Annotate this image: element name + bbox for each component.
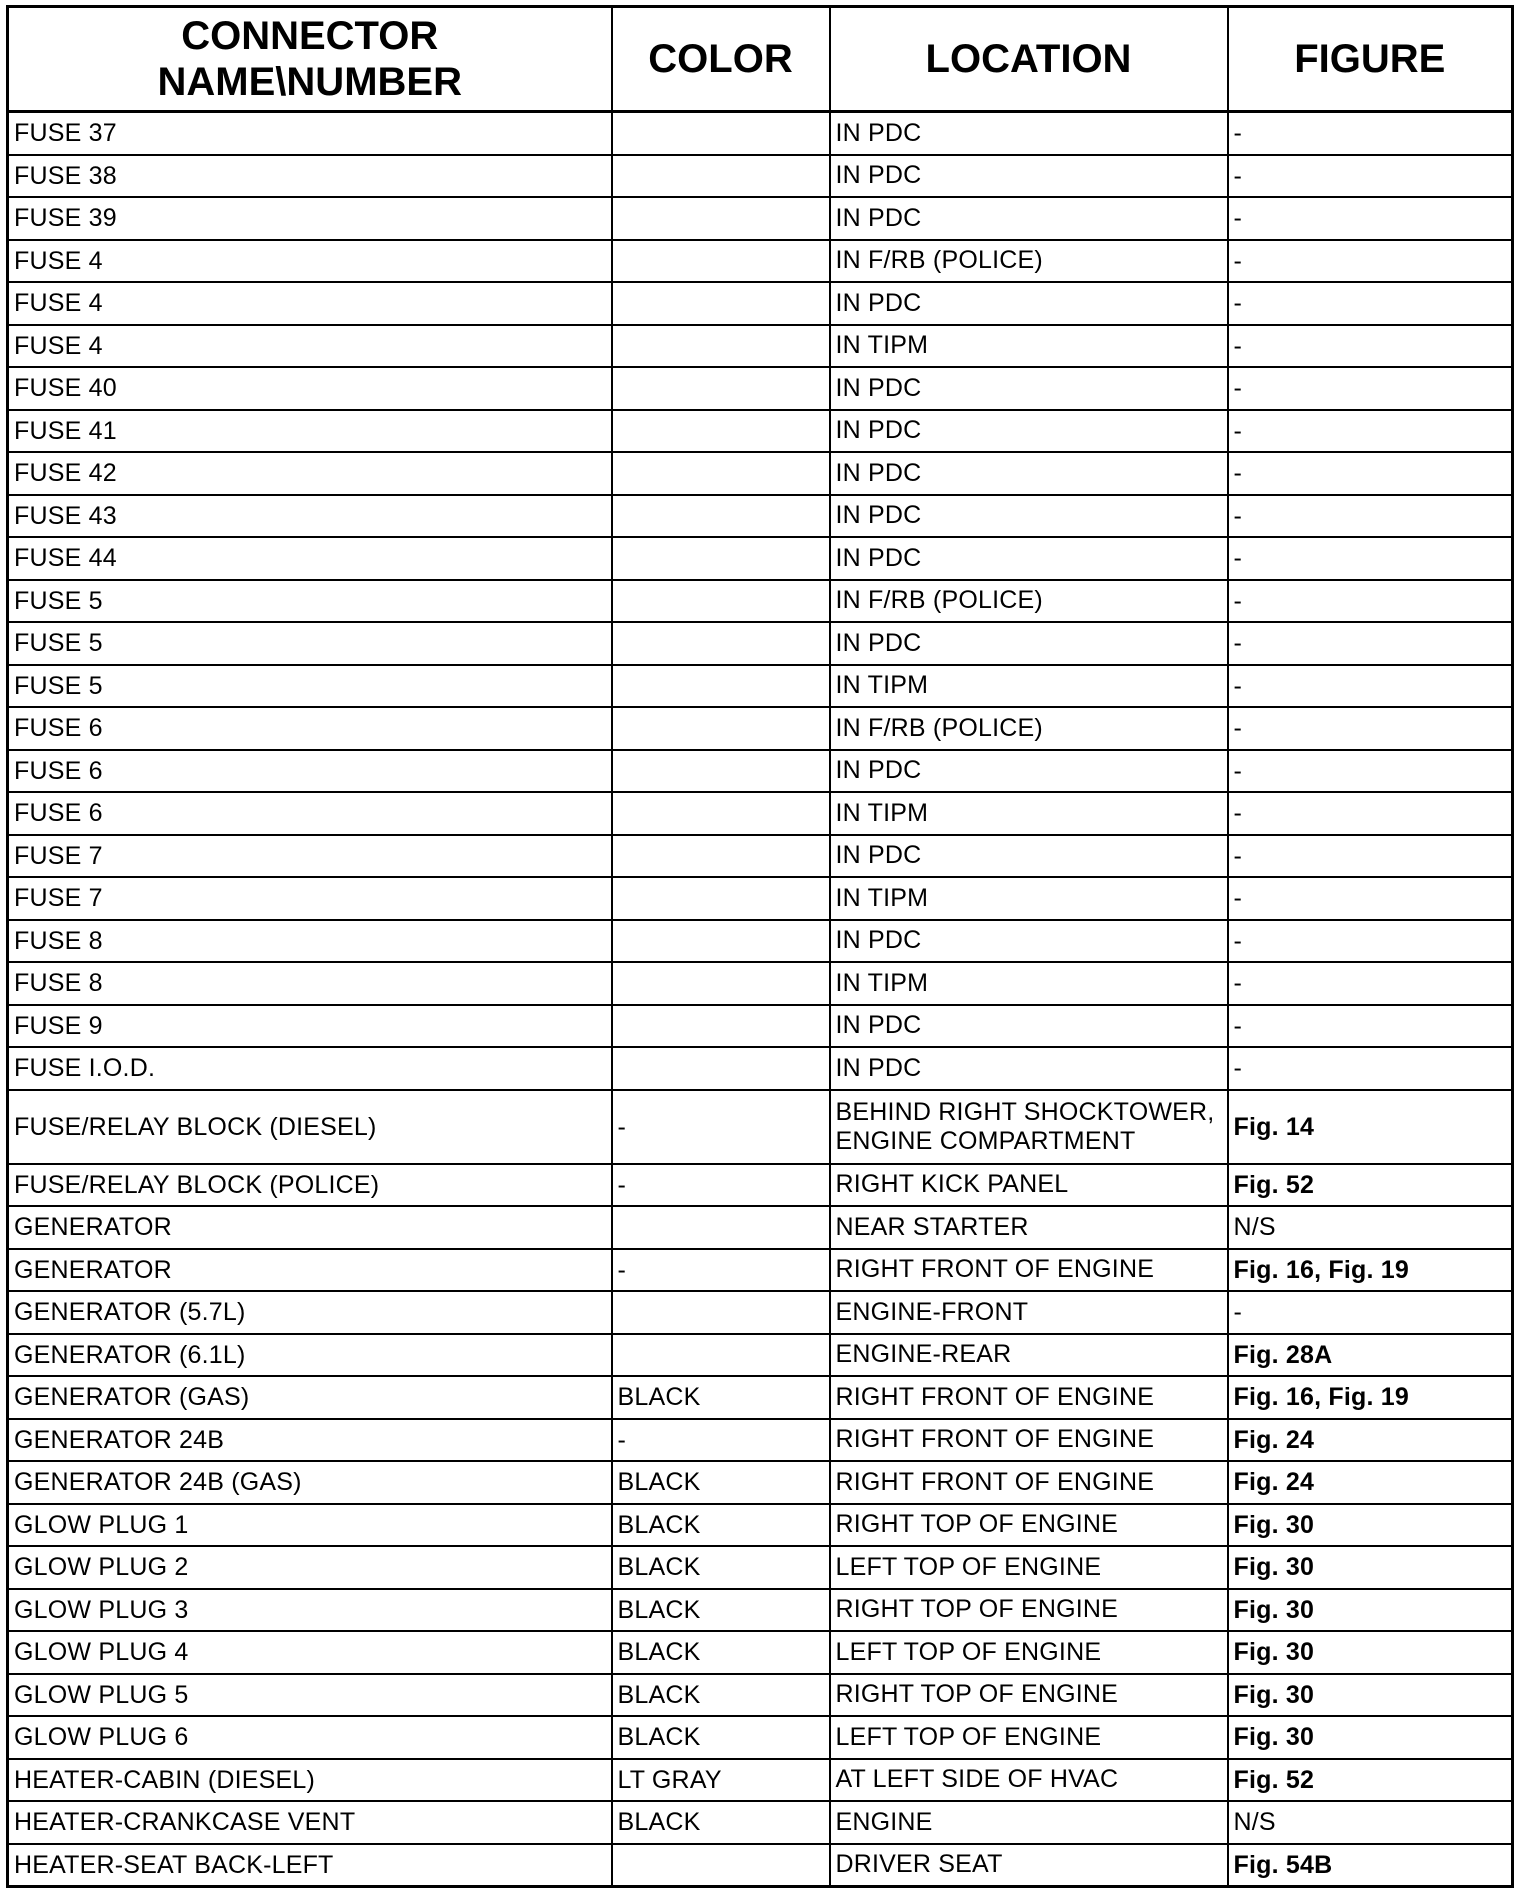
location-cell xyxy=(830,197,1228,240)
color-cell xyxy=(612,1844,830,1887)
figure-cell: - xyxy=(1228,537,1513,580)
connector-name-cell: FUSE 43 xyxy=(8,495,612,538)
location-cell xyxy=(830,1631,1228,1674)
connector-name-cell: FUSE 39 xyxy=(8,197,612,240)
table-row xyxy=(8,707,1513,750)
color-cell xyxy=(612,197,830,240)
color-cell xyxy=(612,1047,830,1090)
location-line: IN TIPM xyxy=(835,883,929,912)
connector-name-cell: HEATER-CABIN (DIESEL) xyxy=(8,1759,612,1802)
figure-cell: Fig. 30 xyxy=(1228,1674,1513,1717)
location-cell xyxy=(830,1164,1228,1207)
connector-name-cell: GENERATOR (GAS) xyxy=(8,1376,612,1419)
location-line: RIGHT FRONT OF ENGINE xyxy=(835,1425,1155,1454)
figure-cell: - xyxy=(1228,920,1513,963)
color-cell: BLACK xyxy=(612,1674,830,1717)
location-cell xyxy=(830,1716,1228,1759)
location-cell xyxy=(830,1419,1228,1462)
location-line: LEFT TOP OF ENGINE xyxy=(835,1552,1102,1581)
table-row xyxy=(8,580,1513,623)
color-cell: LT GRAY xyxy=(612,1759,830,1802)
connector-name-cell: GLOW PLUG 2 xyxy=(8,1546,612,1589)
location-line: IN PDC xyxy=(835,1011,922,1040)
color-cell xyxy=(612,452,830,495)
table-row xyxy=(8,1759,1513,1802)
table-row xyxy=(8,1844,1513,1887)
figure-cell: Fig. 30 xyxy=(1228,1631,1513,1674)
location-line: IN TIPM xyxy=(835,968,929,997)
color-cell xyxy=(612,155,830,198)
table-row xyxy=(8,665,1513,708)
location-cell xyxy=(830,622,1228,665)
connector-name-cell: FUSE/RELAY BLOCK (POLICE) xyxy=(8,1164,612,1207)
table-row xyxy=(8,1461,1513,1504)
header-color: COLOR xyxy=(612,7,830,112)
location-line: ENGINE COMPARTMENT xyxy=(835,1126,1136,1155)
location-cell xyxy=(830,1334,1228,1377)
location-line: AT LEFT SIDE OF HVAC xyxy=(835,1765,1119,1794)
table-row xyxy=(8,962,1513,1005)
figure-cell: Fig. 52 xyxy=(1228,1164,1513,1207)
figure-cell: - xyxy=(1228,835,1513,878)
table-row xyxy=(8,1801,1513,1844)
location-line: IN PDC xyxy=(835,1053,922,1082)
table-row xyxy=(8,240,1513,283)
color-cell: - xyxy=(612,1249,830,1292)
location-line: ENGINE-FRONT xyxy=(835,1297,1029,1326)
color-cell: BLACK xyxy=(612,1801,830,1844)
location-line: RIGHT TOP OF ENGINE xyxy=(835,1510,1119,1539)
location-cell xyxy=(830,877,1228,920)
table-row xyxy=(8,1005,1513,1048)
location-line: IN PDC xyxy=(835,161,922,190)
table-row xyxy=(8,367,1513,410)
figure-cell: Fig. 24 xyxy=(1228,1461,1513,1504)
connector-name-cell: GENERATOR xyxy=(8,1249,612,1292)
table-row xyxy=(8,537,1513,580)
color-cell xyxy=(612,580,830,623)
color-cell: - xyxy=(612,1090,830,1164)
connector-name-cell: FUSE 4 xyxy=(8,282,612,325)
table-body xyxy=(8,112,1513,1887)
location-line: IN TIPM xyxy=(835,331,929,360)
connector-name-cell: FUSE 44 xyxy=(8,537,612,580)
location-line: RIGHT FRONT OF ENGINE xyxy=(835,1467,1155,1496)
color-cell xyxy=(612,792,830,835)
figure-cell: Fig. 30 xyxy=(1228,1504,1513,1547)
figure-cell: N/S xyxy=(1228,1206,1513,1249)
connector-name-cell: FUSE 5 xyxy=(8,622,612,665)
location-line: IN PDC xyxy=(835,501,922,530)
figure-cell: - xyxy=(1228,240,1513,283)
figure-cell: Fig. 30 xyxy=(1228,1716,1513,1759)
figure-cell: - xyxy=(1228,452,1513,495)
table-row xyxy=(8,835,1513,878)
connector-name-cell: GLOW PLUG 1 xyxy=(8,1504,612,1547)
location-cell xyxy=(830,112,1228,155)
color-cell: BLACK xyxy=(612,1716,830,1759)
table-row xyxy=(8,622,1513,665)
location-cell xyxy=(830,410,1228,453)
location-cell xyxy=(830,1504,1228,1547)
connector-name-cell: FUSE 4 xyxy=(8,325,612,368)
figure-cell: - xyxy=(1228,1291,1513,1334)
header-connector-name-number xyxy=(8,7,612,112)
location-line: ENGINE-REAR xyxy=(835,1340,1012,1369)
table-row xyxy=(8,197,1513,240)
figure-cell: Fig. 14 xyxy=(1228,1090,1513,1164)
figure-cell: - xyxy=(1228,155,1513,198)
location-line: LEFT TOP OF ENGINE xyxy=(835,1637,1102,1666)
figure-cell: N/S xyxy=(1228,1801,1513,1844)
figure-cell: - xyxy=(1228,325,1513,368)
color-cell: BLACK xyxy=(612,1589,830,1632)
connector-name-cell: GENERATOR (5.7L) xyxy=(8,1291,612,1334)
color-cell xyxy=(612,1291,830,1334)
connector-name-cell: FUSE 8 xyxy=(8,920,612,963)
connector-name-cell: FUSE 6 xyxy=(8,750,612,793)
connector-name-cell: GLOW PLUG 3 xyxy=(8,1589,612,1632)
figure-cell: - xyxy=(1228,877,1513,920)
location-cell xyxy=(830,1090,1228,1164)
location-cell xyxy=(830,1844,1228,1887)
connector-name-cell: FUSE 7 xyxy=(8,835,612,878)
figure-cell: - xyxy=(1228,1005,1513,1048)
color-cell: - xyxy=(612,1164,830,1207)
connector-name-cell: GENERATOR 24B xyxy=(8,1419,612,1462)
table-row xyxy=(8,1291,1513,1334)
location-line: RIGHT KICK PANEL xyxy=(835,1170,1069,1199)
location-line: IN PDC xyxy=(835,756,922,785)
color-cell xyxy=(612,325,830,368)
location-cell xyxy=(830,1461,1228,1504)
color-cell xyxy=(612,750,830,793)
location-line: IN PDC xyxy=(835,543,922,572)
table-row xyxy=(8,792,1513,835)
location-line: IN F/RB (POLICE) xyxy=(835,713,1043,742)
figure-cell: - xyxy=(1228,707,1513,750)
location-cell xyxy=(830,1005,1228,1048)
location-cell xyxy=(830,1801,1228,1844)
location-cell xyxy=(830,707,1228,750)
color-cell xyxy=(612,495,830,538)
table-row xyxy=(8,112,1513,155)
table-row xyxy=(8,750,1513,793)
header-location: LOCATION xyxy=(830,7,1228,112)
connector-name-cell: FUSE 7 xyxy=(8,877,612,920)
connector-name-cell: HEATER-CRANKCASE VENT xyxy=(8,1801,612,1844)
table-row xyxy=(8,1716,1513,1759)
color-cell: BLACK xyxy=(612,1546,830,1589)
location-line: IN F/RB (POLICE) xyxy=(835,586,1043,615)
figure-cell: - xyxy=(1228,580,1513,623)
connector-name-cell: FUSE 37 xyxy=(8,112,612,155)
color-cell: BLACK xyxy=(612,1631,830,1674)
location-line: IN TIPM xyxy=(835,798,929,827)
color-cell: BLACK xyxy=(612,1504,830,1547)
figure-cell: Fig. 30 xyxy=(1228,1589,1513,1632)
location-cell xyxy=(830,537,1228,580)
location-cell xyxy=(830,282,1228,325)
table-row xyxy=(8,452,1513,495)
table-row xyxy=(8,1164,1513,1207)
table-row xyxy=(8,1334,1513,1377)
location-cell xyxy=(830,920,1228,963)
figure-cell: Fig. 30 xyxy=(1228,1546,1513,1589)
connector-name-cell: FUSE 41 xyxy=(8,410,612,453)
header-figure: FIGURE xyxy=(1228,7,1513,112)
connector-locator-table xyxy=(6,5,1514,1888)
color-cell: BLACK xyxy=(612,1376,830,1419)
color-cell: - xyxy=(612,1419,830,1462)
table-row xyxy=(8,1631,1513,1674)
location-cell xyxy=(830,750,1228,793)
header-connector-line-1: CONNECTOR xyxy=(181,14,439,58)
location-cell xyxy=(830,325,1228,368)
figure-cell: - xyxy=(1228,792,1513,835)
color-cell xyxy=(612,920,830,963)
color-cell xyxy=(612,112,830,155)
color-cell xyxy=(612,1334,830,1377)
connector-name-cell: FUSE 40 xyxy=(8,367,612,410)
location-line: IN PDC xyxy=(835,926,922,955)
location-cell xyxy=(830,1674,1228,1717)
location-line: IN PDC xyxy=(835,203,922,232)
table-row xyxy=(8,1674,1513,1717)
table-row xyxy=(8,1047,1513,1090)
location-line: ENGINE xyxy=(835,1807,933,1836)
connector-name-cell: GENERATOR 24B (GAS) xyxy=(8,1461,612,1504)
location-line: IN PDC xyxy=(835,458,922,487)
figure-cell: - xyxy=(1228,197,1513,240)
color-cell xyxy=(612,1206,830,1249)
connector-name-cell: GENERATOR (6.1L) xyxy=(8,1334,612,1377)
location-line: IN PDC xyxy=(835,416,922,445)
header-connector-line-2: NAME\NUMBER xyxy=(157,60,462,104)
color-cell xyxy=(612,622,830,665)
connector-name-cell: FUSE/RELAY BLOCK (DIESEL) xyxy=(8,1090,612,1164)
figure-cell: - xyxy=(1228,367,1513,410)
table-row xyxy=(8,1376,1513,1419)
table-row xyxy=(8,1249,1513,1292)
table-row xyxy=(8,282,1513,325)
color-cell xyxy=(612,537,830,580)
location-cell xyxy=(830,452,1228,495)
figure-cell: Fig. 16, Fig. 19 xyxy=(1228,1376,1513,1419)
table-row xyxy=(8,495,1513,538)
color-cell xyxy=(612,707,830,750)
table-row xyxy=(8,1589,1513,1632)
figure-cell: - xyxy=(1228,282,1513,325)
figure-cell: - xyxy=(1228,665,1513,708)
location-line: BEHIND RIGHT SHOCKTOWER, xyxy=(835,1097,1215,1126)
figure-cell: - xyxy=(1228,1047,1513,1090)
figure-cell: - xyxy=(1228,410,1513,453)
location-cell xyxy=(830,835,1228,878)
table-row xyxy=(8,325,1513,368)
location-line: IN F/RB (POLICE) xyxy=(835,246,1043,275)
location-cell xyxy=(830,1249,1228,1292)
figure-cell: Fig. 54B xyxy=(1228,1844,1513,1887)
location-cell xyxy=(830,792,1228,835)
connector-name-cell: FUSE 5 xyxy=(8,665,612,708)
connector-name-cell: GLOW PLUG 6 xyxy=(8,1716,612,1759)
connector-name-cell: FUSE 5 xyxy=(8,580,612,623)
color-cell xyxy=(612,367,830,410)
figure-cell: Fig. 28A xyxy=(1228,1334,1513,1377)
connector-name-cell: FUSE 6 xyxy=(8,792,612,835)
location-cell xyxy=(830,580,1228,623)
location-line: IN PDC xyxy=(835,841,922,870)
connector-name-cell: FUSE 38 xyxy=(8,155,612,198)
location-cell xyxy=(830,1546,1228,1589)
table-row xyxy=(8,1504,1513,1547)
color-cell xyxy=(612,962,830,1005)
figure-cell: - xyxy=(1228,962,1513,1005)
table-row xyxy=(8,877,1513,920)
location-line: RIGHT FRONT OF ENGINE xyxy=(835,1382,1155,1411)
connector-name-cell: FUSE 8 xyxy=(8,962,612,1005)
location-line: IN PDC xyxy=(835,628,922,657)
location-cell xyxy=(830,962,1228,1005)
connector-name-cell: GLOW PLUG 5 xyxy=(8,1674,612,1717)
location-cell xyxy=(830,1589,1228,1632)
connector-name-cell: FUSE 6 xyxy=(8,707,612,750)
location-cell xyxy=(830,367,1228,410)
location-cell xyxy=(830,1759,1228,1802)
color-cell xyxy=(612,877,830,920)
connector-name-cell: HEATER-SEAT BACK-LEFT xyxy=(8,1844,612,1887)
location-line: RIGHT TOP OF ENGINE xyxy=(835,1595,1119,1624)
location-cell xyxy=(830,1206,1228,1249)
location-line: IN PDC xyxy=(835,373,922,402)
connector-name-cell: FUSE 4 xyxy=(8,240,612,283)
location-line: IN TIPM xyxy=(835,671,929,700)
location-line: NEAR STARTER xyxy=(835,1212,1029,1241)
figure-cell: Fig. 52 xyxy=(1228,1759,1513,1802)
color-cell xyxy=(612,665,830,708)
color-cell xyxy=(612,835,830,878)
table-header-row xyxy=(8,7,1513,112)
color-cell: BLACK xyxy=(612,1461,830,1504)
location-line: IN PDC xyxy=(835,118,922,147)
figure-cell: - xyxy=(1228,622,1513,665)
location-line: LEFT TOP OF ENGINE xyxy=(835,1722,1102,1751)
table-row xyxy=(8,1090,1513,1164)
figure-cell: Fig. 16, Fig. 19 xyxy=(1228,1249,1513,1292)
location-line: IN PDC xyxy=(835,288,922,317)
connector-name-cell: FUSE I.O.D. xyxy=(8,1047,612,1090)
table-row xyxy=(8,1546,1513,1589)
location-cell xyxy=(830,1376,1228,1419)
location-cell xyxy=(830,1047,1228,1090)
table-row xyxy=(8,1419,1513,1462)
figure-cell: Fig. 24 xyxy=(1228,1419,1513,1462)
color-cell xyxy=(612,1005,830,1048)
location-line: RIGHT FRONT OF ENGINE xyxy=(835,1255,1155,1284)
connector-table-container xyxy=(6,5,1514,1888)
connector-name-cell: GLOW PLUG 4 xyxy=(8,1631,612,1674)
connector-name-cell: GENERATOR xyxy=(8,1206,612,1249)
location-cell xyxy=(830,495,1228,538)
location-cell xyxy=(830,665,1228,708)
connector-name-cell: FUSE 9 xyxy=(8,1005,612,1048)
location-cell xyxy=(830,1291,1228,1334)
table-row xyxy=(8,920,1513,963)
figure-cell: - xyxy=(1228,112,1513,155)
color-cell xyxy=(612,282,830,325)
location-line: DRIVER SEAT xyxy=(835,1850,1003,1879)
color-cell xyxy=(612,240,830,283)
location-line: RIGHT TOP OF ENGINE xyxy=(835,1680,1119,1709)
table-row xyxy=(8,410,1513,453)
figure-cell: - xyxy=(1228,495,1513,538)
table-row xyxy=(8,1206,1513,1249)
figure-cell: - xyxy=(1228,750,1513,793)
location-cell xyxy=(830,155,1228,198)
color-cell xyxy=(612,410,830,453)
location-cell xyxy=(830,240,1228,283)
table-row xyxy=(8,155,1513,198)
connector-name-cell: FUSE 42 xyxy=(8,452,612,495)
